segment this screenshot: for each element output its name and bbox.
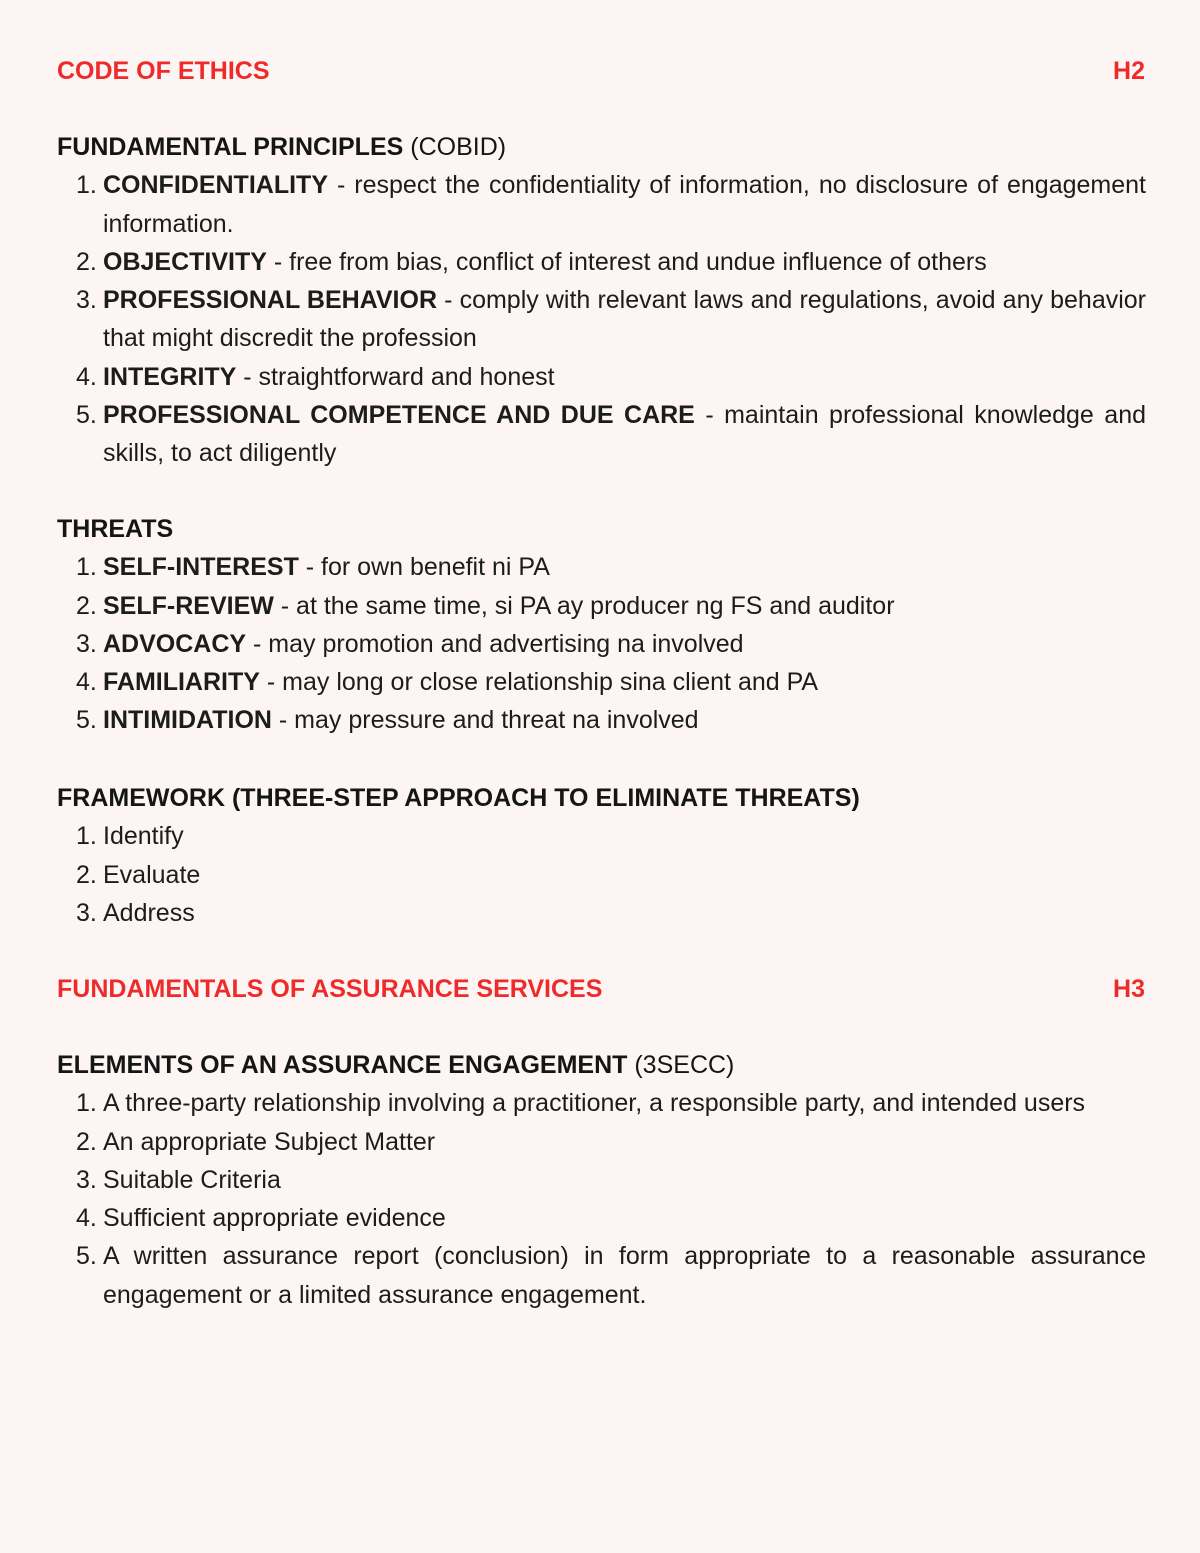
list-desc: - maintain professional knowledge and skills, to act diligently (103, 401, 1147, 468)
list-number: 5. (76, 1242, 97, 1271)
threats-heading: THREATS (57, 515, 174, 543)
list-number: 3. (76, 898, 97, 927)
list-term: OBJECTIVITY (103, 247, 267, 276)
list-number: 1. (76, 171, 97, 200)
framework-block (57, 779, 1146, 932)
elements-block (57, 1046, 1146, 1314)
list-term: PROFESSIONAL BEHAVIOR (103, 286, 438, 315)
list-number: 5. (76, 401, 97, 430)
list-item (57, 701, 1146, 739)
list-term: SELF-REVIEW (103, 591, 274, 620)
list-number: 3. (76, 1165, 97, 1194)
list-desc: - free from bias, conflict of interest and undue influence of others (266, 247, 987, 276)
list-item (57, 1084, 1146, 1122)
list-item (57, 856, 1146, 894)
principles-list (57, 166, 1146, 472)
section-header-code-of-ethics (57, 52, 1145, 90)
list-item (57, 396, 1146, 473)
list-item (57, 1199, 1146, 1237)
list-text: Address (103, 898, 195, 927)
list-desc: - comply with relevant laws and regulations, avoid any behavior that might discredit the profession (103, 286, 1147, 353)
section-title: CODE OF ETHICS (57, 57, 270, 85)
list-item (57, 1237, 1146, 1314)
elements-heading-text: ELEMENTS OF AN ASSURANCE ENGAGEMENT (57, 1051, 628, 1079)
framework-list (57, 817, 1146, 932)
list-number: 2. (76, 247, 97, 276)
section-header-assurance (57, 970, 1145, 1008)
list-number: 4. (76, 1204, 97, 1233)
list-desc: - for own benefit ni PA (298, 553, 550, 582)
framework-heading: FRAMEWORK (THREE-STEP APPROACH TO ELIMINATE THREATS) (57, 784, 860, 812)
section-tag: H2 (1113, 57, 1145, 85)
list-term: PROFESSIONAL COMPETENCE AND DUE CARE (103, 401, 695, 430)
elements-heading-paren: (3SECC) (634, 1051, 735, 1079)
list-desc: - may long or close relationship sina client and PA (259, 668, 819, 697)
list-item (57, 358, 1146, 396)
list-desc: - at the same time, si PA ay producer ng FS and auditor (273, 591, 895, 620)
list-number: 2. (76, 591, 97, 620)
list-desc: - may pressure and threat na involved (271, 706, 699, 735)
list-term: ADVOCACY (103, 629, 247, 658)
list-term: INTIMIDATION (103, 706, 272, 735)
list-number: 1. (76, 553, 97, 582)
list-item (57, 663, 1146, 701)
list-item (57, 894, 1146, 932)
list-item (57, 817, 1146, 855)
elements-heading (57, 1046, 1146, 1084)
threats-list (57, 548, 1146, 739)
list-number: 4. (76, 362, 97, 391)
principles-heading-paren: (COBID) (410, 133, 507, 161)
list-item (57, 166, 1146, 243)
list-item (57, 625, 1146, 663)
list-number: 5. (76, 706, 97, 735)
list-number: 4. (76, 668, 97, 697)
list-item (57, 243, 1146, 281)
list-desc: - straightforward and honest (236, 362, 555, 391)
list-number: 1. (76, 822, 97, 851)
list-item (57, 1161, 1146, 1199)
list-term: INTEGRITY (103, 362, 237, 391)
list-text: A written assurance report (conclusion) in form appropriate to a reasonable assurance engagement or a limited assurance engagement. (103, 1242, 1146, 1309)
list-number: 1. (76, 1089, 97, 1118)
list-text: Evaluate (103, 860, 201, 889)
list-text: Suitable Criteria (103, 1165, 281, 1194)
list-number: 2. (76, 860, 97, 889)
elements-list (57, 1084, 1146, 1314)
list-desc: - may promotion and advertising na involved (246, 629, 744, 658)
list-term: SELF-INTEREST (103, 553, 299, 582)
list-number: 2. (76, 1127, 97, 1156)
list-text: A three-party relationship involving a practitioner, a responsible party, and intended users (103, 1089, 1086, 1118)
list-text: An appropriate Subject Matter (103, 1127, 436, 1156)
section-tag: H3 (1113, 975, 1145, 1003)
list-text: Sufficient appropriate evidence (103, 1204, 446, 1233)
principles-block (57, 128, 1146, 473)
list-number: 3. (76, 629, 97, 658)
list-term: FAMILIARITY (103, 668, 260, 697)
principles-heading-text: FUNDAMENTAL PRINCIPLES (57, 133, 404, 161)
list-item (57, 1123, 1146, 1161)
list-term: CONFIDENTIALITY (103, 171, 328, 200)
list-item (57, 281, 1146, 358)
list-item (57, 548, 1146, 586)
principles-heading (57, 128, 1146, 166)
section-title: FUNDAMENTALS OF ASSURANCE SERVICES (57, 975, 603, 1003)
threats-block (57, 510, 1146, 740)
list-item (57, 587, 1146, 625)
list-text: Identify (103, 822, 184, 851)
list-number: 3. (76, 286, 97, 315)
list-desc: - respect the confidentiality of information, no disclosure of engagement information. (103, 171, 1146, 238)
